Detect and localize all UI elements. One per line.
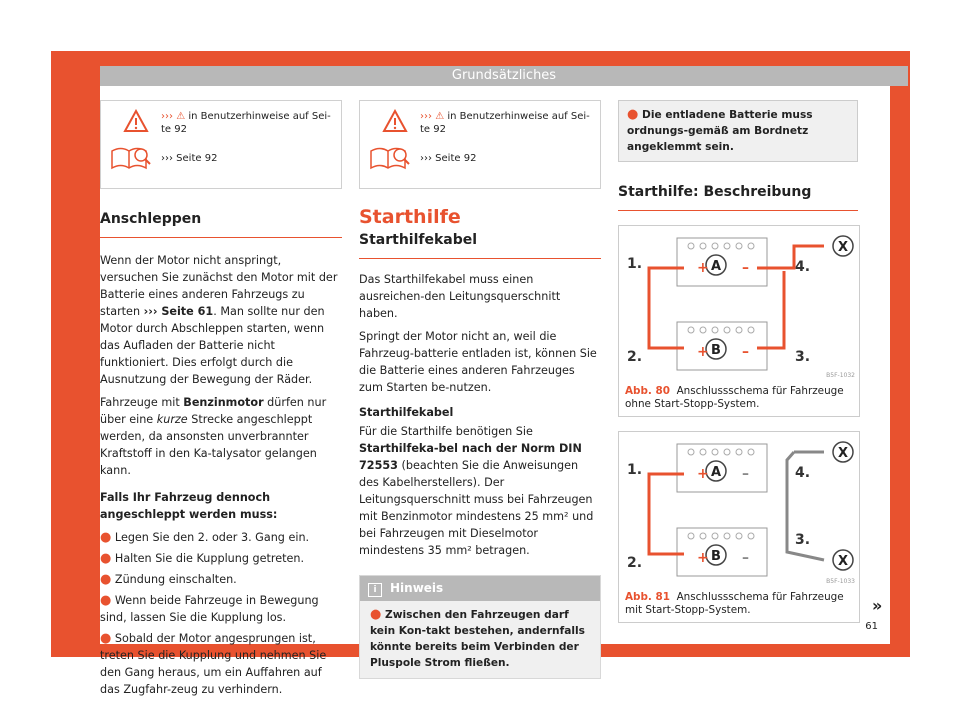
page-border [51,51,910,696]
manual-page [100,66,890,696]
step-2: 2. [627,349,643,365]
subheading: Falls Ihr Fahrzeug dennoch angeschleppt werden muss: [100,491,278,521]
step-3: 3. [795,532,811,548]
paragraph: Das Starthilfekabel muss einen ausreichen-den Leitungsquerschnitt haben. [359,273,561,320]
book-reference: ››› Seite 92 [420,153,477,164]
paragraph: Wenn der Motor nicht anspringt, versuchen Sie zunächst den Motor mit der Batterie eines anderen Fahrzeugs zu starten ››› Seite 61. Man sollte nur den Motor durch Abschleppen starten, wenn das Aufladen der Batterie nicht funktioniert. Dies erfolgt durch die Ausnutzung der Bewegung der Räder. [100,254,338,386]
svg-text:+: + [697,260,709,276]
list-item: ● Wenn beide Fahrzeuge in Bewegung sind, lassen Sie die Kupplung los. [100,593,319,624]
book-reference: ››› Seite 92 [161,153,218,164]
manual-book-icon [109,143,151,173]
step-4: 4. [795,465,811,481]
section-heading: Starthilfekabel [359,232,601,259]
notice-box: ● Die entladene Batterie muss ordnungs-gemäß am Bordnetz angeklemmt sein. [618,100,858,162]
figure-code: B5F-1032 [826,372,855,379]
list-item: ● Legen Sie den 2. oder 3. Gang ein. [100,530,310,545]
label-b: B [711,549,721,564]
manual-book-icon [368,143,410,173]
page-link[interactable]: ››› Seite 61 [143,305,214,318]
continued-marker: » [872,596,883,615]
step-3: 3. [795,349,811,365]
svg-text:–: – [742,466,749,482]
info-icon: i [368,583,382,597]
step-1: 1. [627,256,643,272]
figure-code: B5F-1033 [826,578,855,585]
column-1 [100,100,342,702]
jumpstart-diagram-with-start-stop [619,432,859,587]
label-a: A [710,465,722,480]
column-3 [618,100,858,623]
warning-reference: ››› ⚠ in Benutzerhinweise auf Sei-te 92 [161,111,331,135]
svg-text:–: – [742,550,749,566]
paragraph: Für die Starthilfe benötigen Sie Starthilfeka-bel nach der Norm DIN 72553 (beachten Sie die Anweisungen des Kabelherstellers). Der Leitungsquerschnitt muss bei Fahrzeugen mit Benzinmotor mindestens 25 mm² und bei Fahrzeugen mit Dieselmotor mindestens 35 mm² betragen. [359,425,594,557]
figure-81 [618,431,860,623]
svg-text:+: + [697,466,709,482]
section-header: Grundsätzliches [100,66,908,86]
warning-icon [123,109,149,133]
figure-80 [618,225,860,417]
section-heading: Starthilfe: Beschreibung [618,184,858,211]
figure-caption: Abb. 80 Anschlussschema für Fahrzeuge ohne Start-Stopp-System. [625,385,844,410]
label-b: B [711,343,721,358]
svg-text:+: + [697,344,709,360]
svg-text:+: + [697,550,709,566]
note-box [359,575,601,679]
step-4: 4. [795,259,811,275]
warning-reference: ››› ⚠ in Benutzerhinweise auf Sei-te 92 [420,111,590,135]
note-text: ● Zwischen den Fahrzeugen darf kein Kon-takt bestehen, andernfalls könnte bereits beim Verbinden der Pluspole Strom fließen. [370,607,585,669]
list-item: ● Halten Sie die Kupplung getreten. [100,551,305,566]
list-item: ● Zündung einschalten. [100,572,237,587]
section-heading: Anschleppen [100,211,342,238]
step-1: 1. [627,462,643,478]
jumpstart-diagram-without-start-stop [619,226,859,381]
note-header: i Hinweis [360,576,600,601]
paragraph: Fahrzeuge mit Benzinmotor dürfen nur über eine kurze Strecke angeschleppt werden, da ansonsten unverbrannter Kraftstoff in den Ka-talysator gelangen kann. [100,396,327,477]
label-a: A [710,259,722,274]
step-2: 2. [627,555,643,571]
list-item: ● Sobald der Motor angesprungen ist, treten Sie die Kupplung und nehmen Sie den Gang heraus, um ein Auffahren auf das Zugfahr-zeug zu verhindern. [100,631,327,696]
subheading: Starthilfekabel [359,406,454,419]
svg-text:–: – [742,344,749,360]
warning-icon [382,109,408,133]
label-x: X [837,240,849,255]
figure-caption: Abb. 81 Anschlussschema für Fahrzeuge mit Start-Stopp-System. [625,591,844,616]
reference-box [100,100,342,189]
label-x: X [837,554,849,569]
chapter-title: Starthilfe [359,206,461,228]
paragraph: Springt der Motor nicht an, weil die Fahrzeug-batterie entladen ist, können Sie die Batterie eines anderen Fahrzeuges zum Starten be-nutzen. [359,330,597,394]
column-2 [359,100,601,679]
label-x: X [837,446,849,461]
reference-box [359,100,601,189]
page-number: 61 [865,621,878,632]
svg-text:–: – [742,260,749,276]
